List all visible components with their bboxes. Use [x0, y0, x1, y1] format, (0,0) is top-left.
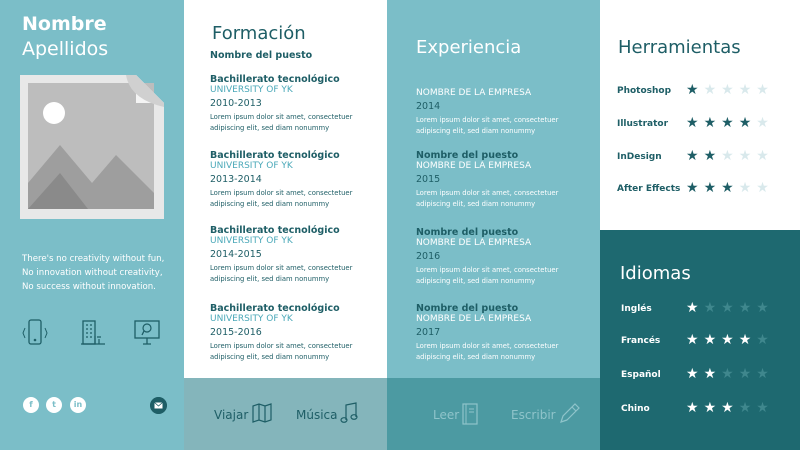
quote-line: No success without innovation. [22, 282, 156, 292]
star-icon: ★ [738, 115, 752, 131]
star-rating [686, 367, 769, 381]
education-subtitle: Nombre del puesto [210, 50, 313, 61]
hobbies-strip-right [387, 378, 600, 450]
star-icon: ★ [738, 148, 752, 164]
languages-title: Idiomas [620, 263, 691, 284]
star-icon: ★ [738, 300, 752, 316]
entry-title: Nombre del puesto [416, 150, 519, 161]
skill-name: Illustrator [617, 119, 669, 129]
hobbies-strip-left [184, 378, 387, 450]
education-column [184, 0, 387, 378]
experience-title: Experiencia [416, 37, 522, 58]
skill-name: After Effects [617, 184, 681, 194]
entry-desc: Lorem ipsum dolor sit amet, consectetuer adipiscing elit, sed diam nonummy [210, 113, 353, 132]
star-icon: ★ [721, 148, 734, 164]
star-icon: ★ [703, 148, 717, 164]
first-name: Nombre [22, 13, 107, 35]
education-entry [210, 225, 380, 285]
mail-icon[interactable] [150, 397, 167, 414]
entry-title: Bachillerato tecnológico [210, 74, 340, 85]
quote [22, 252, 182, 294]
star-icon: ★ [703, 400, 717, 416]
star-icon: ★ [738, 332, 752, 348]
monitor-search-icon [133, 318, 161, 348]
book-icon [461, 402, 479, 426]
star-icon: ★ [738, 366, 752, 382]
star-icon: ★ [738, 180, 752, 196]
hobby-label: Viajar [214, 408, 249, 422]
star-icon: ★ [721, 400, 734, 416]
entry-title: Bachillerato tecnológico [210, 150, 340, 161]
entry-desc: Lorem ipsum dolor sit amet, consectetuer adipiscing elit, sed diam nonummy [416, 342, 559, 361]
star-rating [686, 401, 769, 415]
star-icon: ★ [703, 180, 717, 196]
entry-year: 2014 [416, 101, 441, 112]
building-icon [80, 318, 106, 348]
last-name: Apellidos [22, 38, 109, 60]
profile-column [0, 0, 184, 450]
music-note-icon [340, 402, 358, 424]
entry-desc: Lorem ipsum dolor sit amet, consectetuer adipiscing elit, sed diam nonummy [416, 266, 559, 285]
skill-name: InDesign [617, 152, 662, 162]
star-icon: ★ [686, 366, 699, 382]
star-icon: ★ [756, 115, 769, 131]
skill-name: Francés [621, 336, 661, 346]
entry-desc: Lorem ipsum dolor sit amet, consectetuer adipiscing elit, sed diam nonummy [210, 342, 353, 361]
entry-org: UNIVERSITY OF YK [210, 85, 293, 95]
star-icon: ★ [756, 366, 769, 382]
star-rating [686, 116, 769, 130]
map-icon [252, 402, 272, 424]
star-rating [686, 333, 769, 347]
entry-desc: Lorem ipsum dolor sit amet, consectetuer adipiscing elit, sed diam nonummy [416, 116, 559, 135]
entry-org: NOMBRE DE LA EMPRESA [416, 88, 532, 98]
star-icon: ★ [686, 148, 699, 164]
star-icon: ★ [721, 300, 734, 316]
star-icon: ★ [686, 180, 699, 196]
entry-org: UNIVERSITY OF YK [210, 314, 293, 324]
hobby-label: Leer [433, 408, 460, 422]
entry-org: NOMBRE DE LA EMPRESA [416, 314, 532, 324]
skill-name: Inglés [621, 304, 652, 314]
star-icon: ★ [721, 180, 734, 196]
experience-entry [416, 88, 586, 137]
entry-org: UNIVERSITY OF YK [210, 236, 293, 246]
star-icon: ★ [721, 82, 734, 98]
skill-name: Chino [621, 404, 650, 414]
entry-desc: Lorem ipsum dolor sit amet, consectetuer adipiscing elit, sed diam nonummy [210, 189, 353, 208]
education-entry [210, 303, 380, 363]
entry-year: 2017 [416, 327, 441, 338]
star-icon: ★ [721, 115, 734, 131]
smartphone-icon [22, 318, 48, 348]
education-entry [210, 74, 380, 134]
quote-line: There's no creativity without fun, [22, 254, 165, 264]
twitter-icon[interactable]: t [46, 397, 62, 413]
entry-year: 2015 [416, 174, 441, 185]
entry-title: Nombre del puesto [416, 227, 519, 238]
star-icon: ★ [756, 332, 769, 348]
entry-org: UNIVERSITY OF YK [210, 161, 293, 171]
entry-desc: Lorem ipsum dolor sit amet, consectetuer adipiscing elit, sed diam nonummy [210, 264, 353, 283]
star-icon: ★ [756, 82, 769, 98]
entry-org: NOMBRE DE LA EMPRESA [416, 238, 532, 248]
star-icon: ★ [686, 300, 699, 316]
entry-title: Bachillerato tecnológico [210, 303, 340, 314]
hobby-label: Escribir [511, 408, 556, 422]
entry-org: NOMBRE DE LA EMPRESA [416, 161, 532, 171]
facebook-icon[interactable]: f [23, 397, 39, 413]
star-icon: ★ [738, 82, 752, 98]
star-icon: ★ [756, 400, 769, 416]
skill-name: Español [621, 370, 661, 380]
languages-section [600, 230, 800, 450]
entry-year: 2016 [416, 251, 441, 262]
entry-title: Bachillerato tecnológico [210, 225, 340, 236]
star-icon: ★ [703, 332, 717, 348]
star-icon: ★ [721, 332, 734, 348]
star-icon: ★ [703, 82, 717, 98]
star-icon: ★ [756, 148, 769, 164]
star-icon: ★ [686, 332, 699, 348]
linkedin-icon[interactable]: in [70, 397, 86, 413]
pen-icon [557, 402, 581, 426]
entry-title: Nombre del puesto [416, 303, 519, 314]
experience-entry [416, 303, 586, 363]
education-title: Formación [212, 23, 306, 44]
tools-title: Herramientas [618, 37, 741, 58]
entry-year: 2010-2013 [210, 98, 262, 109]
star-icon: ★ [738, 400, 752, 416]
entry-year: 2014-2015 [210, 249, 262, 260]
star-icon: ★ [756, 300, 769, 316]
entry-year: 2015-2016 [210, 327, 262, 338]
experience-entry [416, 227, 586, 287]
quote-line: No innovation without creativity, [22, 268, 163, 278]
star-icon: ★ [686, 82, 699, 98]
photo-placeholder-icon [18, 73, 166, 221]
star-icon: ★ [686, 115, 699, 131]
star-rating [686, 149, 769, 163]
star-rating [686, 301, 769, 315]
star-rating [686, 181, 769, 195]
experience-entry [416, 150, 586, 210]
star-icon: ★ [703, 115, 717, 131]
star-icon: ★ [686, 400, 699, 416]
star-icon: ★ [703, 366, 717, 382]
entry-year: 2013-2014 [210, 174, 262, 185]
star-icon: ★ [756, 180, 769, 196]
hobby-label: Música [296, 408, 338, 422]
tools-section [600, 0, 800, 230]
experience-column [387, 0, 600, 378]
star-icon: ★ [721, 366, 734, 382]
education-entry [210, 150, 380, 210]
skill-name: Photoshop [617, 86, 672, 96]
star-icon: ★ [703, 300, 717, 316]
entry-desc: Lorem ipsum dolor sit amet, consectetuer adipiscing elit, sed diam nonummy [416, 189, 559, 208]
star-rating [686, 83, 769, 97]
